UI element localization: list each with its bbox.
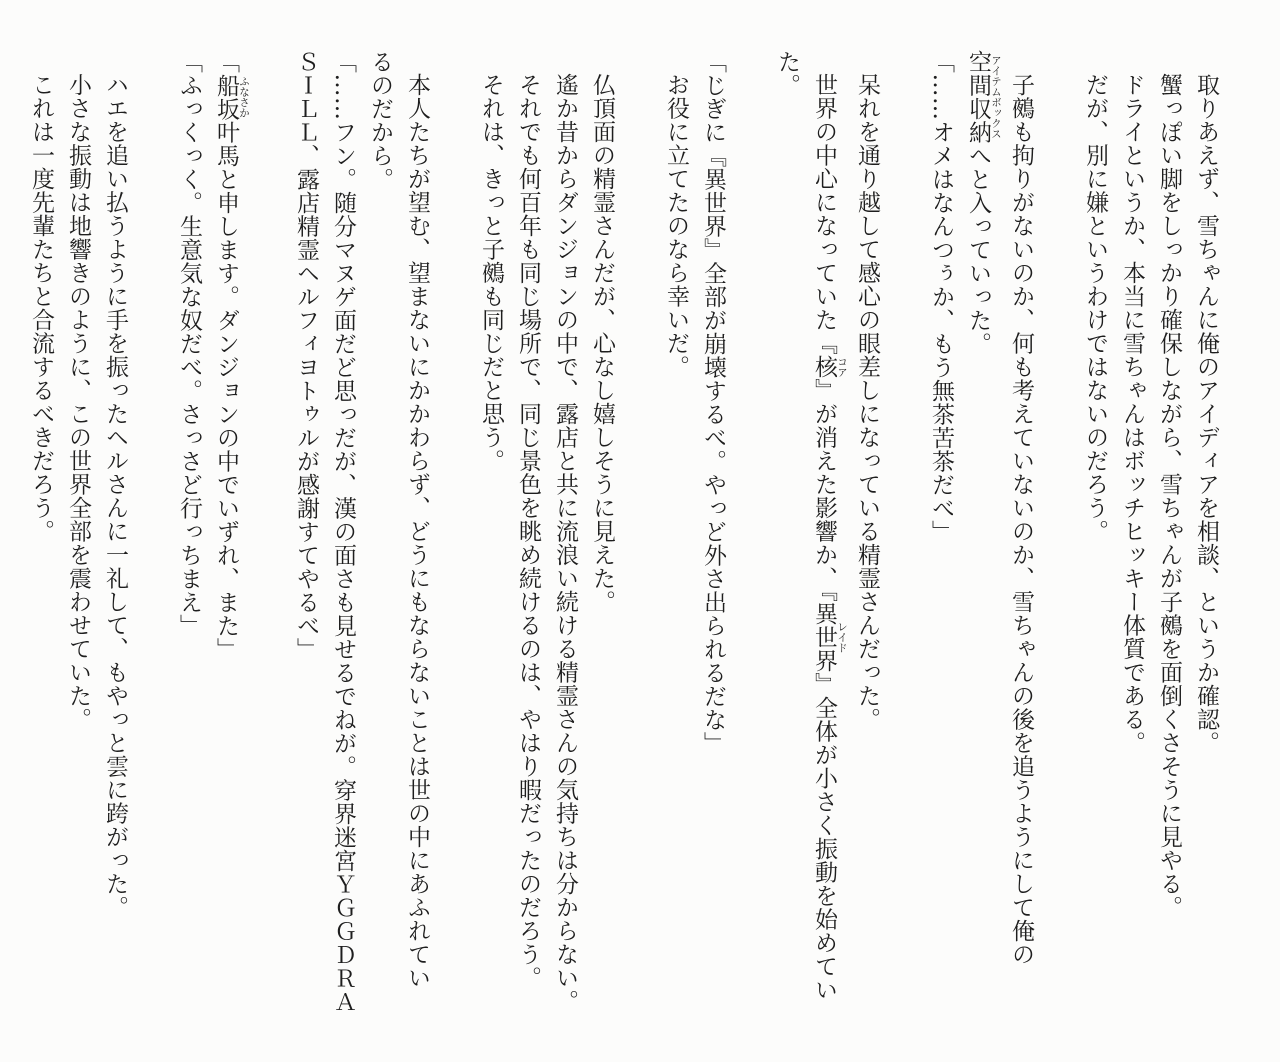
vertical-text-body: [22, 50, 1224, 1045]
furigana: レイド: [836, 602, 848, 673]
text-line: 空間収納 アイテムボックスへと入っていった。: [965, 50, 1002, 356]
text-line: 取りあえず、雪ちゃんに俺のアイディアを相談、というか確認。: [1193, 73, 1219, 755]
text-line: た。: [774, 50, 800, 97]
furigana: コア: [836, 355, 848, 379]
ruby-annotated-word: 核 コア: [811, 355, 848, 379]
text-line: 子鵺も拘りがないのか、何も考えていないのか、雪ちゃんの後を追うようにして俺の: [1008, 73, 1034, 966]
text-line: 世界の中心になっていた『核 コア』が消えた影響か、『異世界 レイド』全体が小さく振動を始めてい: [811, 73, 848, 1002]
text-line: ドライというか、本当に雪ちゃんはボッチヒッキー体質である。: [1119, 73, 1145, 755]
text-line: 遙か昔からダンジョンの中で、露店と共に流浪い続ける精霊さんの気持ちは分からない。: [552, 73, 578, 1013]
furigana: アイテムボックス: [990, 50, 1002, 144]
text-line: 「船坂 ふなさか叶馬と申します。ダンジョンの中でいずれ、また」: [213, 50, 250, 661]
text-line: 「じぎに『異世界』全部が崩壊するべ。やっど外さ出られるだな」: [700, 50, 726, 755]
furigana: ふなさか: [238, 73, 250, 121]
ruby-annotated-word: 空間収納 アイテムボックス: [965, 50, 1002, 144]
ruby-annotated-word: 異世界 レイド: [811, 602, 848, 673]
text-line: だが、別に嫌というわけではないのだろう。: [1082, 73, 1108, 543]
text-line: お役に立てたのなら幸いだ。: [663, 73, 689, 379]
text-line: 仏頂面の精霊さんだが、心なし嬉しそうに見えた。: [589, 73, 615, 614]
text-line: それでも何百年も同じ場所で、同じ景色を眺め続けるのは、やはり暇だったのだろう。: [515, 73, 541, 990]
text-line: 蟹っぽい脚をしっかり確保しながら、雪ちゃんが子鵺を面倒くさそうに見やる。: [1156, 73, 1182, 919]
text-line: それは、きっと子鵺も同じだと思う。: [478, 73, 504, 473]
text-line: これは一度先輩たちと合流するべきだろう。: [28, 73, 54, 543]
text-line: 「……オメはなんつぅか、もう無茶苦茶だべ」: [928, 50, 954, 544]
text-line: ハエを追い払うように手を振ったヘルさんに一礼して、もやっと雲に跨がった。: [102, 73, 128, 919]
text-line: 小さな振動は地響きのように、この世界全部を震わせていた。: [65, 73, 91, 731]
text-line: 「……フン。随分マヌゲ面だど思っだが、漢の面さも見せるでねが。穿界迷宮ＹＧＧＤＲＡ: [330, 50, 356, 1014]
text-line: ＳＩＬＬ、露店精霊ヘルフィヨトゥルが感謝すてやるべ」: [293, 50, 319, 661]
text-line: 「ふっくっく。生意気な奴だべ。さっさど行っちまえ」: [176, 50, 202, 638]
text-line: 本人たちが望む、望まないにかかわらず、どうにもならないことは世の中にあふれてい: [404, 73, 430, 990]
text-line: 呆れを通り越して感心の眼差しになっている精霊さんだった。: [854, 73, 880, 731]
ruby-annotated-word: 船坂 ふなさか: [213, 73, 250, 121]
text-line: るのだから。: [367, 50, 393, 191]
